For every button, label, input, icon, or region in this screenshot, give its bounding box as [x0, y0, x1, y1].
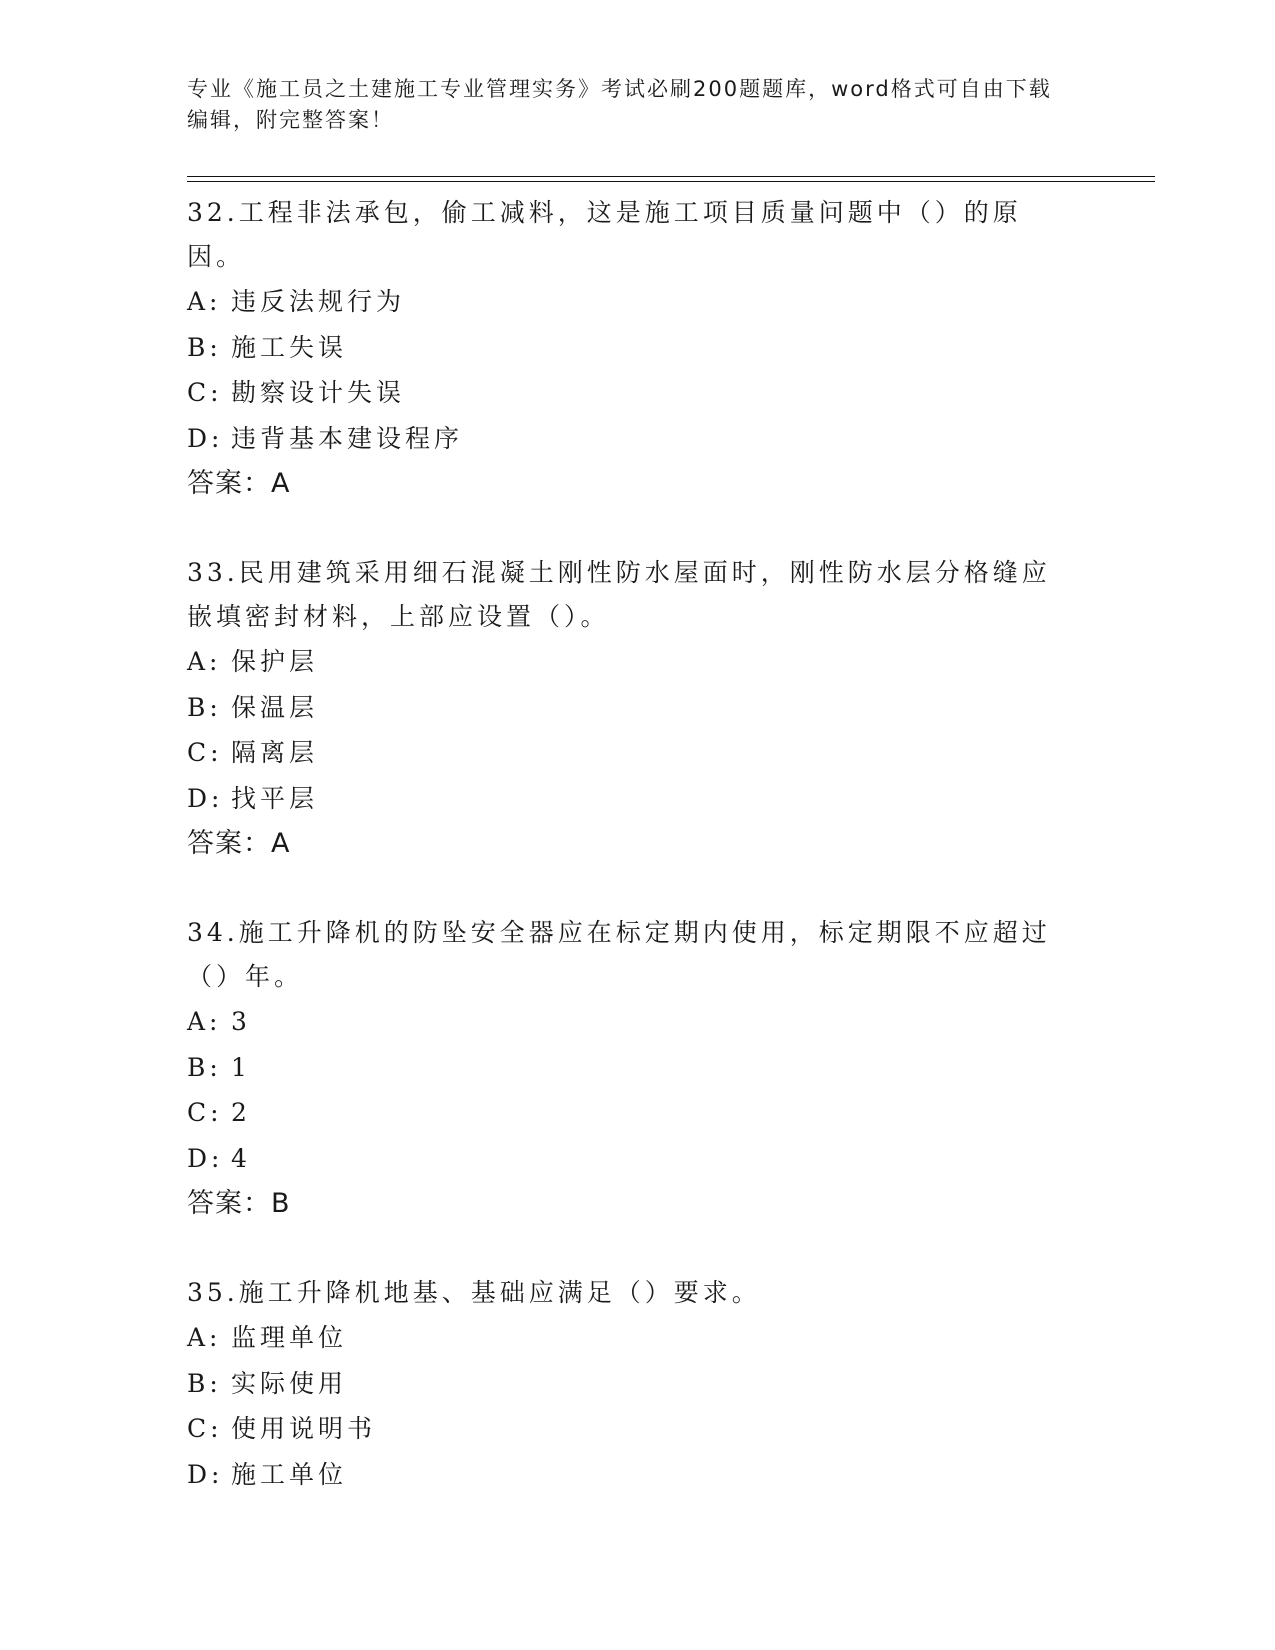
option-c	[187, 1406, 1067, 1452]
option-text: 1	[231, 1052, 251, 1082]
option-a	[187, 1315, 1067, 1361]
option-letter: B:	[187, 1368, 222, 1398]
option-d	[187, 1136, 1067, 1182]
option-letter: D:	[187, 783, 224, 813]
option-text: 隔离层	[231, 738, 319, 767]
answer-line: 答案：A	[187, 828, 291, 859]
document-header: 专业《施工员之土建施工专业管理实务》考试必刷200题题库，word格式可自由下载编辑，附完整答案！	[187, 77, 1052, 132]
option-letter: B:	[187, 1052, 222, 1082]
option-c	[187, 730, 1067, 776]
option-letter: C:	[187, 1098, 223, 1127]
option-text: 3	[231, 1007, 251, 1036]
option-letter: A:	[187, 1007, 222, 1036]
option-a	[187, 999, 1067, 1045]
option-text: 勘察设计失误	[231, 378, 406, 407]
question-stem: 35.施工升降机地基、基础应满足（）要求。	[187, 1278, 761, 1307]
option-text: 违背基本建设程序	[231, 423, 464, 453]
option-text: 违反法规行为	[231, 287, 406, 316]
option-text: 4	[231, 1143, 251, 1173]
option-text: 2	[231, 1098, 251, 1127]
option-b	[187, 1045, 1067, 1091]
option-text: 保护层	[231, 647, 319, 676]
option-text: 监理单位	[231, 1323, 348, 1352]
option-b	[187, 325, 1067, 371]
option-a	[187, 279, 1067, 325]
question-32	[187, 191, 1067, 506]
option-text: 保温层	[231, 692, 319, 722]
option-a	[187, 639, 1067, 685]
option-b	[187, 1361, 1067, 1407]
question-33	[187, 551, 1067, 866]
option-c	[187, 370, 1067, 416]
question-list	[187, 191, 1067, 1542]
option-d	[187, 416, 1067, 462]
option-d	[187, 1452, 1067, 1498]
header-rule-bottom	[187, 181, 1155, 182]
option-letter: D:	[187, 423, 224, 453]
option-letter: C:	[187, 738, 223, 767]
option-letter: A:	[187, 287, 222, 316]
option-letter: A:	[187, 647, 222, 676]
option-letter: B:	[187, 692, 222, 722]
option-letter: A:	[187, 1323, 222, 1352]
option-letter: B:	[187, 332, 222, 362]
option-text: 实际使用	[231, 1368, 348, 1398]
option-b	[187, 685, 1067, 731]
option-text: 找平层	[231, 783, 319, 813]
question-34	[187, 911, 1067, 1226]
option-c	[187, 1090, 1067, 1136]
option-text: 施工失误	[231, 332, 348, 362]
answer-line: 答案：A	[187, 468, 291, 499]
option-d	[187, 776, 1067, 822]
option-letter: D:	[187, 1459, 224, 1489]
answer-line: 答案：B	[187, 1188, 291, 1219]
question-stem: 32.工程非法承包，偷工减料，这是施工项目质量问题中（）的原因。	[187, 198, 1022, 271]
option-letter: C:	[187, 1414, 223, 1443]
option-text: 使用说明书	[231, 1414, 377, 1443]
option-letter: C:	[187, 378, 223, 407]
header-rule-top	[187, 176, 1155, 177]
option-text: 施工单位	[231, 1459, 348, 1489]
question-35	[187, 1271, 1067, 1497]
question-stem: 34.施工升降机的防坠安全器应在标定期内使用，标定期限不应超过（）年。	[187, 918, 1051, 991]
question-stem: 33.民用建筑采用细石混凝土刚性防水屋面时，刚性防水层分格缝应嵌填密封材料，上部应设置（）。	[187, 558, 1051, 631]
option-letter: D:	[187, 1143, 224, 1173]
